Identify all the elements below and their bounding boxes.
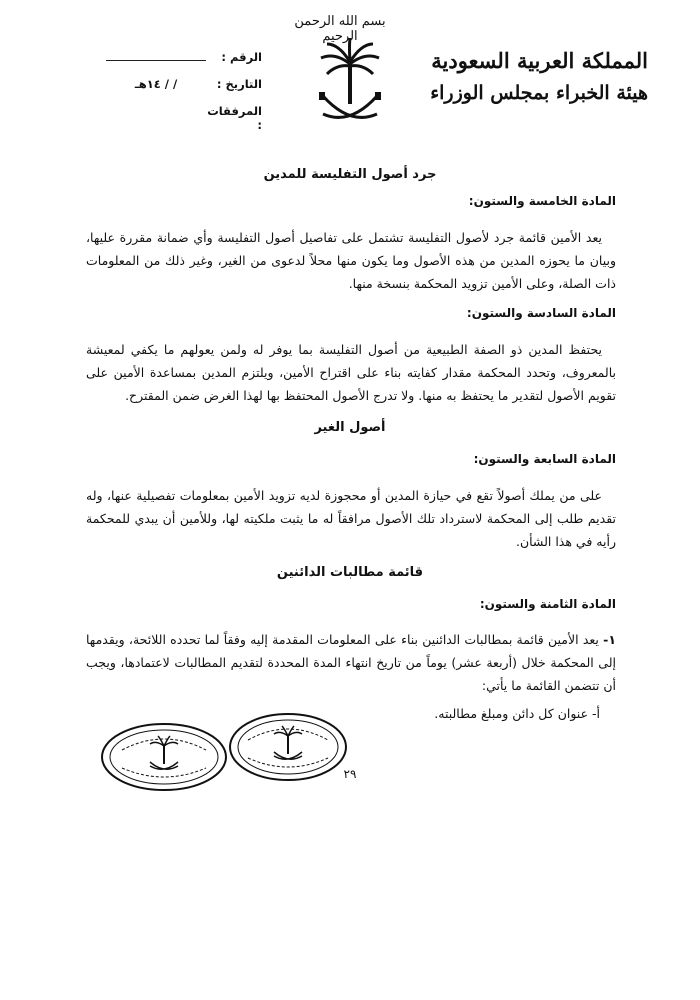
document-title: جرد أصول التفليسة للمدين — [263, 167, 437, 182]
article-text: على من يملك أصولاً تقع في حيازة المدين أو محجوزة لديه تزويد الأمين بمعلومات تفصيلية عنها، وله تقديم طلب إلى المحكمة لاسترداد تلك الأصول مرافقاً له ما يثبت ملكيته لها، وللأمين أن يبدي للمحكمة رأيه في هذا الشأن. — [86, 488, 616, 549]
reference-date-row — [92, 77, 262, 91]
organization-name: هيئة الخبراء بمجلس الوزراء — [430, 82, 648, 104]
article-heading: المادة السادسة والستون: — [466, 306, 616, 320]
article-text: يحتفظ المدين ذو الصفة الطبيعية من أصول التفليسة بما يوفر له ولمن يعولهم ما يكفي لمعيشة بالمعروف، وتحدد المحكمة مقدار كفايته بناء على اقتراح الأمين، ويلتزم المدين بمساعدة الأمين على تقويم الأصول لتقدير ما يحتفظ به منها. ولا تدرج الأصول المحتفظ بها لهذا الغرض ضمن المقترح. — [86, 342, 616, 403]
saudi-emblem-icon — [315, 34, 385, 129]
reference-number-line — [106, 52, 206, 61]
article-heading: المادة السابعة والستون: — [473, 452, 616, 466]
article-heading: المادة الثامنة والستون: — [479, 597, 616, 611]
reference-date-value: / / ١٤هـ — [134, 77, 178, 91]
article-text: يعد الأمين قائمة جرد لأصول التفليسة تشتمل على تفاصيل أصول التفليسة وأي ضمانة مقررة عليها، وبيان ما يحوزه المدين من هذه الأصول وما يكون منها محلاً لدعوى من الغير، وغير ذلك من المعلومات ذات الصلة، وعلى الأمين تزويد المحكمة بنسخة منها. — [86, 230, 616, 291]
page-number: ٢٩ — [343, 767, 357, 781]
sub-item: أ- عنوان كل دائن ومبلغ مطالبته. — [434, 706, 600, 721]
reference-attachments-label: المرفقات : — [207, 104, 262, 132]
section-title: قائمة مطالبات الدائنين — [276, 565, 424, 580]
basmala: بسم الله الرحمن الرحيم — [294, 14, 386, 44]
list-item-text: يعد الأمين قائمة بمطالبات الدائنين بناء على المعلومات المقدمة إليه وفقاً لما تحدده اللائحة، ويقدمها إلى المحكمة خلال (أربعة عشر) يوماً من تاريخ انتهاء المدة المحددة لتقديم المطالبات لاعتمادها، ويجب أن تتضمن القائمة ما يأتي: — [86, 632, 616, 693]
list-item — [86, 628, 616, 697]
reference-attachments-row — [92, 104, 262, 132]
list-item-number: ١- — [603, 632, 616, 647]
section-title: أصول الغير — [314, 420, 386, 435]
official-stamp — [100, 722, 228, 792]
reference-number-row — [92, 50, 262, 64]
reference-number-label: الرقم : — [221, 50, 262, 64]
article-heading: المادة الخامسة والستون: — [468, 194, 616, 208]
country-name: المملكة العربية السعودية — [431, 48, 648, 73]
reference-date-label: التاريخ : — [216, 77, 262, 91]
